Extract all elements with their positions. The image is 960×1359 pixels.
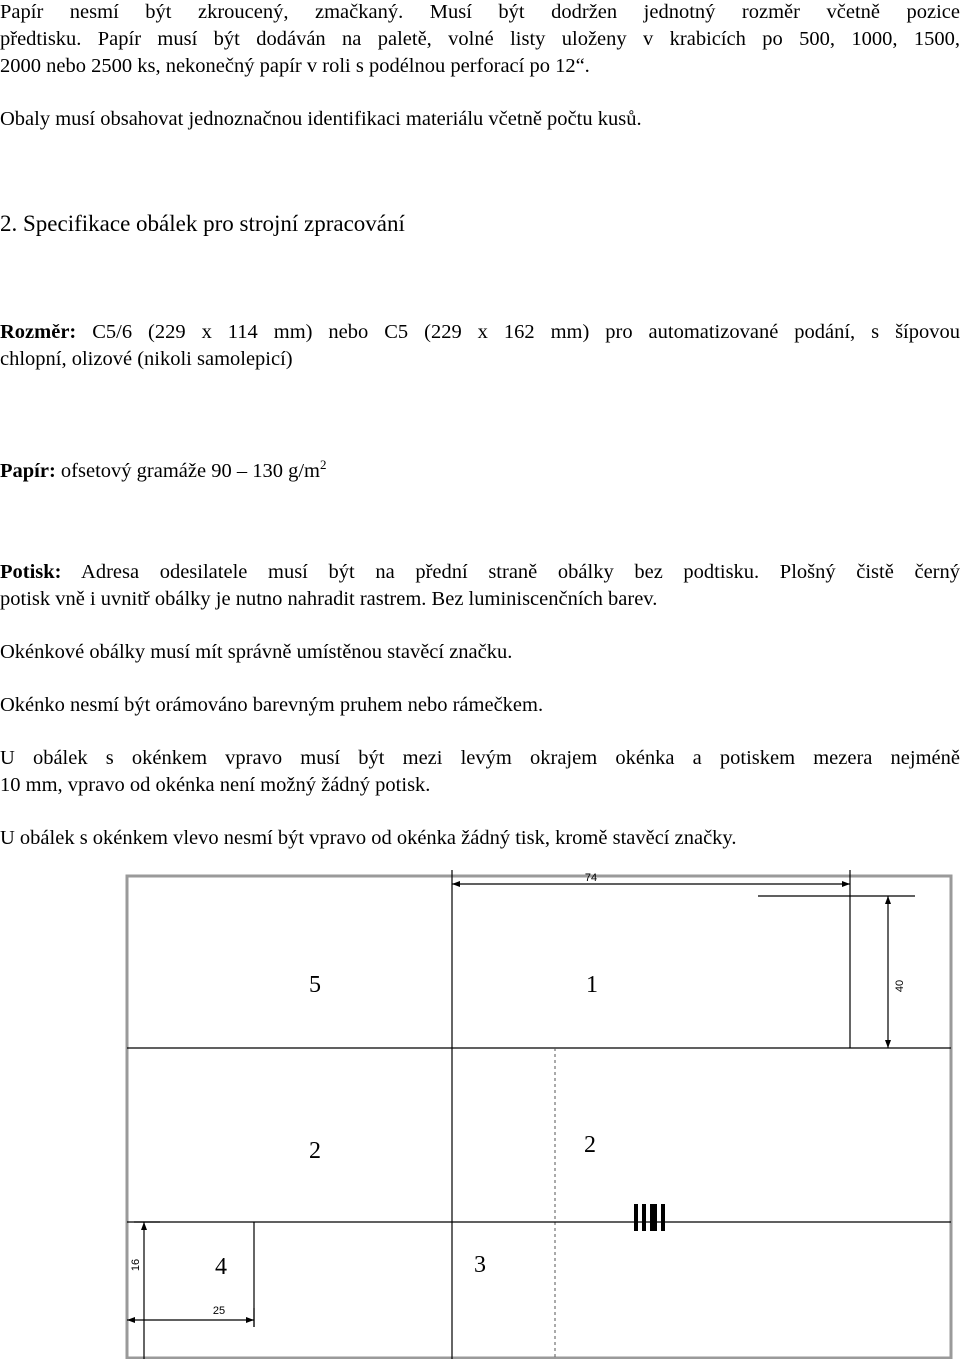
dim-top-arrow-right [842, 881, 850, 887]
potisk-line-2: potisk vně i uvnitř obálky je nutno nahradit rastrem. Bez luminiscenčních barev. [0, 588, 658, 610]
section-heading: 2. Specifikace obálek pro strojní zpracování [0, 211, 405, 236]
dim-bottom-arrow-right [246, 1317, 254, 1323]
dim-top-label: 74 [584, 872, 598, 884]
zone-label-4: 4 [215, 1254, 227, 1280]
rule-okenkove: Okénkové obálky musí mít správně umístěnou stavěcí značku. [0, 641, 513, 663]
intro-line-4: Obaly musí obsahovat jednoznačnou identifikaci materiálu včetně počtu kusů. [0, 108, 642, 130]
rozmer-label: Rozměr: [0, 321, 77, 343]
rozmer-line-1 [0, 320, 960, 344]
dim-right-label: 40 [894, 979, 906, 993]
rule-okenko: Okénko nesmí být orámováno barevným pruhem nebo rámečkem. [0, 694, 544, 716]
dim-right-arrow-top [885, 896, 891, 904]
rozmer-line-2: chlopní, olizové (nikoli samolepicí) [0, 348, 293, 370]
rule-vpravo-line-1: U obálek s okénkem vpravo musí být mezi levým okrajem okénka a potiskem mezera nejméně [0, 747, 960, 769]
envelope-zones-diagram [100, 860, 960, 1359]
dim-right-arrow-bottom [885, 1040, 891, 1048]
zone-label-1: 1 [586, 972, 598, 998]
rule-vpravo-line-2: 10 mm, vpravo od okénka není možný žádný potisk. [0, 774, 431, 796]
dim-top-arrow-left [452, 881, 460, 887]
papir-text: ofsetový gramáže 90 – 130 g/m [60, 459, 320, 482]
zone-label-2-left: 2 [309, 1138, 321, 1164]
potisk-text-1: Adresa odesilatele musí být na přední straně obálky bez podtisku. Plošný čistě černý [81, 561, 960, 583]
papir-label: Papír: [0, 459, 56, 482]
zone-label-5: 5 [309, 972, 321, 998]
dim-left-label: 16 [130, 1258, 142, 1272]
zone-label-2-right: 2 [584, 1132, 596, 1158]
papir-sup: 2 [319, 457, 327, 472]
rozmer-text-1: C5/6 (229 x 114 mm) nebo C5 (229 x 162 mm) pro automatizované podání, s šípovou [92, 321, 960, 343]
envelope-outline [127, 876, 951, 1358]
dim-left-arrow-top [141, 1222, 147, 1230]
potisk-line-1 [0, 560, 960, 584]
dim-bottom-label: 25 [212, 1305, 226, 1317]
potisk-label: Potisk: [0, 561, 62, 583]
intro-line-2: předtisku. Papír musí být dodáván na paletě, volné listy uloženy v krabicích po 500, 1000, 1500, [0, 28, 960, 50]
intro-line-3: 2000 nebo 2500 ks, nekonečný papír v roli s podélnou perforací po 12“. [0, 55, 590, 77]
envelope-zones-svg [100, 860, 960, 1359]
intro-line-1: Papír nesmí být zkroucený, zmačkaný. Musí být dodržen jednotný rozměr včetně pozice [0, 1, 960, 23]
setting-mark-icon [634, 1204, 665, 1231]
papir-line [0, 453, 326, 483]
rule-vlevo: U obálek s okénkem vlevo nesmí být vpravo od okénka žádný tisk, kromě stavěcí značky. [0, 827, 737, 849]
zone-label-3: 3 [474, 1252, 486, 1278]
